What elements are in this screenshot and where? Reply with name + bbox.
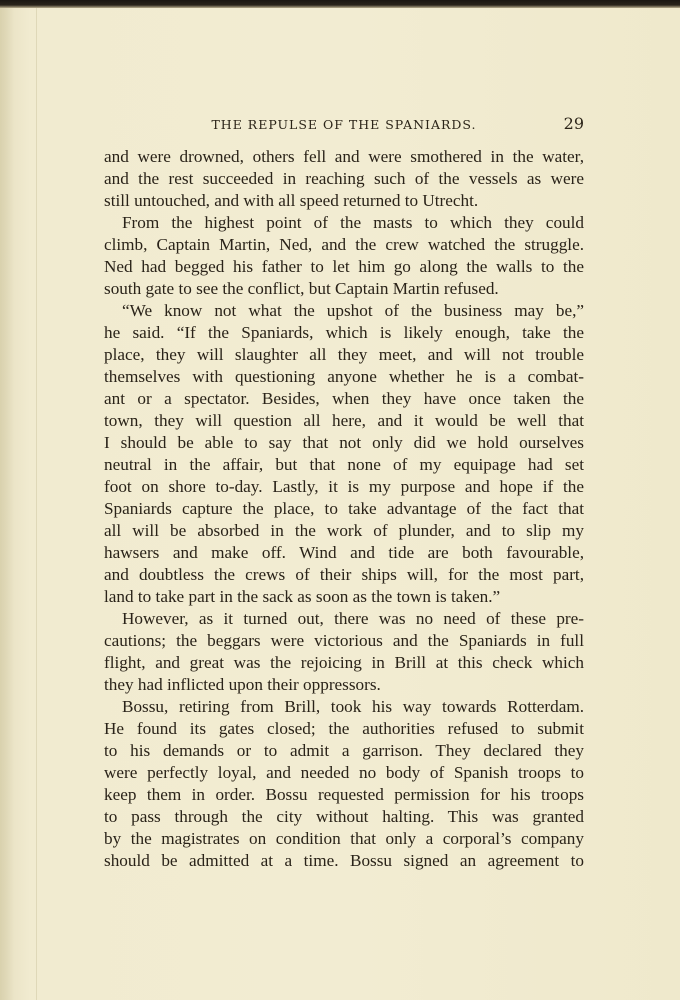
text-line: were perfectly loyal, and needed no body of Spanish troops to <box>104 763 584 782</box>
text-line: hawsers and make off. Wind and tide are both favourable, <box>104 543 584 562</box>
body-text <box>104 146 584 872</box>
text-line: still untouched, and with all speed returned to Utrecht. <box>104 191 479 210</box>
running-title: THE REPULSE OF THE SPANIARDS. <box>211 117 477 132</box>
text-line: and doubtless the crews of their ships will, for the most part, <box>104 565 584 584</box>
text-line: He found its gates closed; the authorities refused to submit <box>104 719 584 738</box>
text-line: he said. “If the Spaniards, which is likely enough, take the <box>104 323 584 342</box>
text-line: foot on shore to-day. Lastly, it is my purpose and hope if the <box>104 477 584 496</box>
text-line: should be admitted at a time. Bossu signed an agreement to <box>104 851 584 870</box>
running-head <box>104 114 584 136</box>
text-line: “We know not what the upshot of the business may be,” <box>122 301 584 320</box>
text-line: town, they will question all here, and it would be well that <box>104 411 584 430</box>
page-number: 29 <box>563 114 584 133</box>
page-top-edge <box>0 0 680 8</box>
text-line: cautions; the beggars were victorious and the Spaniards in full <box>104 631 584 650</box>
text-line: and were drowned, others fell and were smothered in the water, <box>104 147 584 166</box>
text-line: place, they will slaughter all they meet, and will not trouble <box>104 345 584 364</box>
gutter-shadow <box>0 8 14 1000</box>
text-line: they had inflicted upon their oppressors. <box>104 675 381 694</box>
text-line: However, as it turned out, there was no need of these pre- <box>122 609 584 628</box>
text-line: neutral in the affair, but that none of my equipage had set <box>104 455 584 474</box>
text-line: by the magistrates on condition that only a corporal’s company <box>104 829 584 848</box>
text-line: Ned had begged his father to let him go along the walls to the <box>104 257 584 276</box>
text-line: Spaniards capture the place, to take advantage of the fact that <box>104 499 584 518</box>
text-line: ant or a spectator. Besides, when they have once taken the <box>104 389 584 408</box>
text-line: flight, and great was the rejoicing in Brill at this check which <box>104 653 584 672</box>
text-line: to pass through the city without halting. This was granted <box>104 807 584 826</box>
text-line: south gate to see the conflict, but Captain Martin refused. <box>104 279 499 298</box>
text-line: keep them in order. Bossu requested permission for his troops <box>104 785 584 804</box>
text-line: themselves with questioning anyone whether he is a combat- <box>104 367 584 386</box>
gutter-line <box>36 8 37 1000</box>
text-line: to his demands or to admit a garrison. They declared they <box>104 741 584 760</box>
text-line: all will be absorbed in the work of plunder, and to slip my <box>104 521 584 540</box>
text-line: From the highest point of the masts to which they could <box>122 213 584 232</box>
text-line: and the rest succeeded in reaching such of the vessels as were <box>104 169 584 188</box>
text-line: Bossu, retiring from Brill, took his way towards Rotterdam. <box>122 697 584 716</box>
text-line: climb, Captain Martin, Ned, and the crew watched the struggle. <box>104 235 584 254</box>
text-line: land to take part in the sack as soon as the town is taken.” <box>104 587 501 606</box>
text-line: I should be able to say that not only did we hold ourselves <box>104 433 584 452</box>
